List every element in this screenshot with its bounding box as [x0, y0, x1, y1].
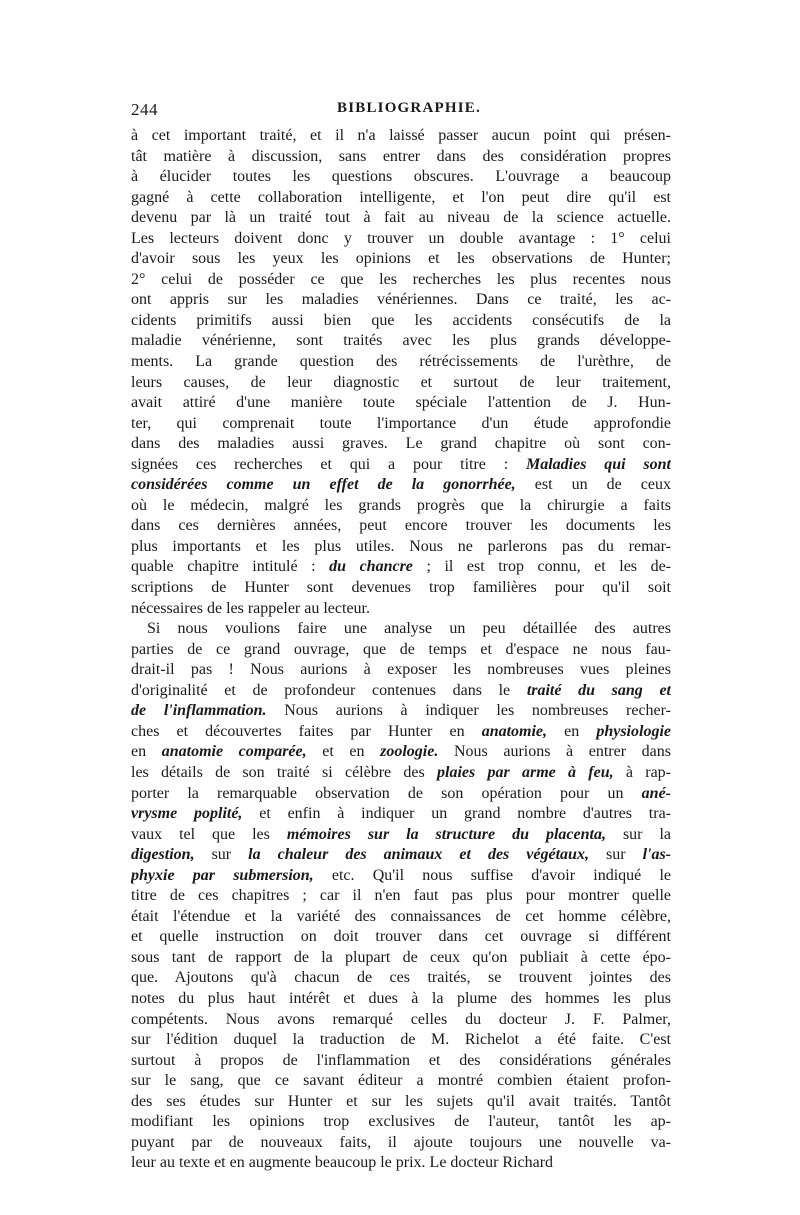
text-line: dans des maladies aussi graves. Le grand chapitre où sont con- [131, 435, 671, 453]
text-line: où le médecin, malgré les grands progrès que la chirurgie a faits [131, 496, 671, 514]
text-line: quable chapitre intitulé : du chancre ; il est trop connu, et les de- [131, 558, 671, 576]
text-line: puyant par de nouveaux faits, il ajoute toujours une nouvelle va- [131, 1133, 671, 1151]
italic-title: de l'inflammation. [131, 702, 267, 720]
text-line: titre de ces chapitres ; car il n'en faut pas plus pour montrer quelle [131, 887, 671, 905]
text-line: porter la remarquable observation de son opération pour un ané- [131, 784, 671, 802]
text-line: maladie vénérienne, sont traités avec les plus grands développe- [131, 332, 671, 350]
text-line: et quelle instruction on doit trouver dans cet ouvrage si différent [131, 928, 671, 946]
text-line: avait attiré d'une manière toute spéciale l'attention de J. Hun- [131, 394, 671, 412]
paragraph [131, 126, 671, 619]
italic-title: mémoires sur la structure du placenta, [286, 825, 606, 843]
text-line: d'originalité et de profondeur contenues dans le traité du sang et [131, 681, 671, 699]
paragraph [131, 619, 671, 1174]
text-line: scriptions de Hunter sont devenues trop familières pour qu'il soit [131, 579, 671, 597]
italic-title: plaies par arme à feu, [437, 763, 614, 781]
text-line: parties de ce grand ouvrage, que de temps et d'espace ne nous fau- [131, 640, 671, 658]
running-title: BIBLIOGRAPHIE. [337, 100, 481, 116]
text-line: considérées comme un effet de la gonorrhée, est un de ceux [131, 476, 671, 494]
text-line: notes du plus haut intérêt et dues à la plume des hommes les plus [131, 989, 671, 1007]
text-line: les détails de son traité si célèbre des plaies par arme à feu, à rap- [131, 763, 671, 781]
text-line: ont appris sur les maladies vénériennes. Dans ce traité, les ac- [131, 291, 671, 309]
text-line: modifiant les opinions trop exclusives de l'auteur, tantôt les ap- [131, 1113, 671, 1131]
text-line: cidents primitifs aussi bien que les accidents consécutifs de la [131, 311, 671, 329]
text-line: leurs causes, de leur diagnostic et surtout de leur traitement, [131, 373, 671, 391]
text-line: leur au texte et en augmente beaucoup le prix. Le docteur Richard [131, 1154, 554, 1172]
text-line: en anatomie comparée, et en zoologie. Nous aurions à entrer dans [131, 743, 671, 761]
italic-title: anatomie, [481, 722, 548, 740]
text-line: Si nous voulions faire une analyse un peu détaillée des autres [147, 620, 671, 638]
text-line: phyxie par submersion, etc. Qu'il nous suffise d'avoir indiqué le [131, 866, 671, 884]
body-text [131, 126, 671, 1174]
italic-title: digestion, [131, 846, 195, 864]
text-line: d'avoir sous les yeux les opinions et les observations de Hunter; [131, 250, 671, 268]
text-line: était l'étendue et la variété des connaissances de cet homme célèbre, [131, 907, 671, 925]
text-line: devenu par là un traité tout à fait au niveau de la science actuelle. [131, 209, 671, 227]
text-line: compétents. Nous avons remarqué celles du docteur J. F. Palmer, [131, 1010, 671, 1028]
text-line: drait-il pas ! Nous aurions à exposer les nombreuses vues pleines [131, 661, 671, 679]
text-line: surtout à propos de l'inflammation et des considérations générales [131, 1051, 671, 1069]
text-line: Les lecteurs doivent donc y trouver un double avantage : 1° celui [131, 229, 671, 247]
text-line: nécessaires de les rappeler au lecteur. [131, 599, 370, 617]
text-line: plus importants et les plus utiles. Nous ne parlerons pas du remar- [131, 537, 671, 555]
text-line: de l'inflammation. Nous aurions à indiquer les nombreuses recher- [131, 702, 671, 720]
text-line: dans ces dernières années, peut encore trouver les documents les [131, 517, 671, 535]
text-line: à cet important traité, et il n'a laissé passer aucun point qui présen- [131, 127, 671, 144]
italic-title: Maladies qui sont [525, 455, 671, 473]
text-line: digestion, sur la chaleur des animaux et des végétaux, sur l'as- [131, 846, 671, 864]
page-number: 244 [131, 100, 158, 119]
italic-title: zoologie. [380, 743, 439, 761]
italic-title: physiologie [596, 722, 671, 740]
italic-title: l'as- [642, 846, 671, 864]
text-line: vaux tel que les mémoires sur la structure du placenta, sur la [131, 825, 671, 843]
italic-title: vrysme poplité, [131, 805, 243, 823]
text-line: 2° celui de posséder ce que les recherches les plus recentes nous [131, 270, 671, 288]
italic-title: ané- [641, 784, 671, 802]
italic-title: phyxie par submersion, [131, 866, 314, 884]
text-line: des ses études sur Hunter et sur les sujets qu'il avait traités. Tantôt [131, 1092, 671, 1110]
text-line: sur le sang, que ce savant éditeur a montré combien étaient profon- [131, 1072, 671, 1090]
text-line: que. Ajoutons qu'à chacun de ces traités, se trouvent jointes des [131, 969, 671, 987]
text-line: signées ces recherches et qui a pour titre : Maladies qui sont [131, 455, 671, 473]
italic-title: du chancre [329, 558, 413, 576]
page-header [131, 100, 671, 122]
italic-title: la chaleur des animaux et des végétaux, [248, 846, 589, 864]
italic-title: anatomie comparée, [161, 743, 307, 761]
italic-title: considérées comme un effet de la gonorrhée, [131, 476, 516, 494]
italic-title: traité du sang et [526, 681, 671, 699]
text-line: ter, qui comprenait toute l'importance d'un étude approfondie [131, 414, 671, 432]
text-line: sur l'édition duquel la traduction de M. Richelot a été faite. C'est [131, 1031, 671, 1049]
text-line: ments. La grande question des rétrécissements de l'urèthre, de [131, 353, 671, 371]
text-line: à élucider toutes les questions obscures. L'ouvrage a beaucoup [131, 168, 671, 186]
text-line: ches et découvertes faites par Hunter en anatomie, en physiologie [131, 722, 671, 740]
text-line: vrysme poplité, et enfin à indiquer un grand nombre d'autres tra- [131, 805, 671, 823]
text-line: sous tant de rapport de la plupart de ceux qu'on publiait à cette épo- [131, 948, 671, 966]
text-line: tât matière à discussion, sans entrer dans des considération propres [131, 147, 671, 165]
text-line: gagné à cette collaboration intelligente, et l'on peut dire qu'il est [131, 188, 671, 206]
